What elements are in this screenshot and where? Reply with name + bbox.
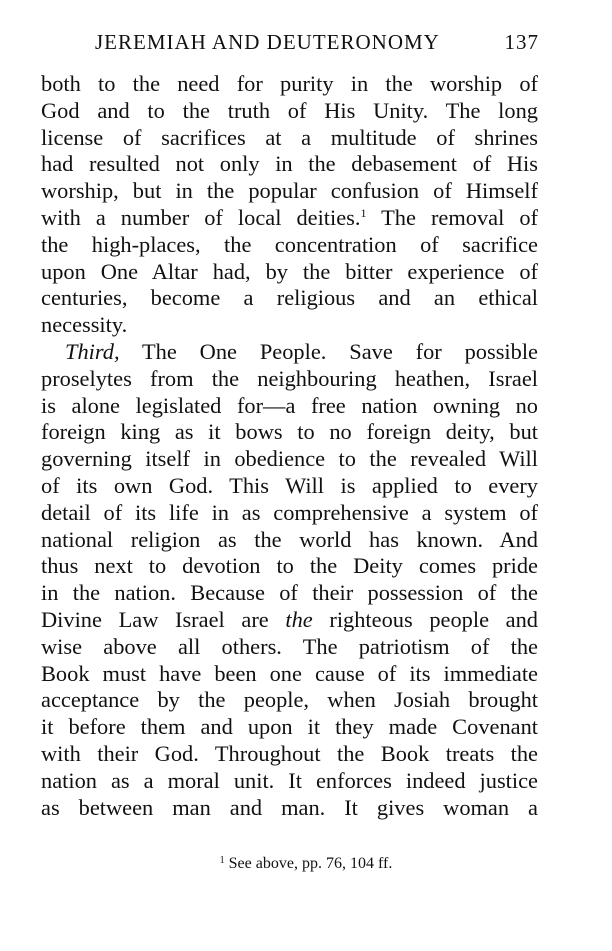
text-line	[41, 151, 538, 178]
line-text: God and to the truth of His Unity. The long	[41, 97, 538, 123]
line-text: detail of its life in as comprehensive a system of	[41, 499, 538, 525]
text-line	[41, 500, 538, 527]
line-text: centuries, become a religious and an ethical	[41, 285, 538, 311]
text-line	[41, 285, 538, 312]
line-text: foreign king as it bows to no foreign deity, but	[41, 419, 538, 445]
text-line	[41, 339, 538, 366]
line-text: worship, but in the popular confusion of Himself	[41, 178, 538, 204]
italic-word: the	[285, 606, 313, 632]
line-text: proselytes from the neighbouring heathen, Israel	[41, 365, 538, 391]
text-line	[41, 125, 538, 152]
text-line	[41, 687, 538, 714]
text-line	[41, 527, 538, 554]
line-text: governing itself in obedience to the revealed Will	[41, 446, 538, 472]
line-text: The One People. Save for possible	[119, 338, 538, 364]
text-line	[41, 634, 538, 661]
text-line	[41, 714, 538, 741]
line-text: with their God. Throughout the Book treats the	[41, 740, 538, 766]
line-text: Book must have been one cause of its immediate	[41, 660, 538, 686]
text-line	[41, 71, 538, 98]
text-line	[41, 661, 538, 688]
running-title: JEREMIAH AND DEUTERONOMY	[95, 30, 440, 54]
body-text	[41, 71, 538, 821]
footnote-marker: 1	[219, 855, 225, 866]
italic-heading: Third,	[65, 338, 120, 364]
line-text: as between man and man. It gives woman a	[41, 794, 538, 820]
text-line	[41, 366, 538, 393]
line-text: is alone legislated for—a free nation owning no	[41, 392, 538, 418]
footnote-reference: 1	[360, 205, 367, 220]
text-line	[41, 768, 538, 795]
text-line	[41, 419, 538, 446]
line-text: upon One Altar had, by the bitter experience of	[41, 258, 538, 284]
line-text: of its own God. This Will is applied to every	[41, 472, 538, 498]
text-line	[41, 607, 538, 634]
line-text: license of sacrifices at a multitude of shrines	[41, 124, 538, 150]
line-text: both to the need for purity in the worship of	[41, 71, 538, 96]
text-line	[41, 232, 538, 259]
line-text: the high-places, the concentration of sacrifice	[41, 231, 538, 257]
text-line	[41, 741, 538, 768]
text-line	[41, 259, 538, 286]
line-text: acceptance by the people, when Josiah brought	[41, 687, 538, 713]
line-text: thus next to devotion to the Deity comes pride	[41, 553, 538, 579]
line-text: The removal of	[366, 204, 538, 230]
line-text: wise above all others. The patriotism of the	[41, 633, 538, 659]
line-text: national religion as the world has known. And	[41, 526, 538, 552]
page-number: 137	[504, 30, 539, 54]
text-line	[41, 205, 538, 232]
footnote	[0, 855, 612, 873]
line-text: nation as a moral unit. It enforces indeed justice	[41, 767, 538, 793]
footnote-text: See above, pp. 76, 104 ff.	[228, 855, 393, 872]
text-line	[41, 553, 538, 580]
text-line	[41, 473, 538, 500]
line-text: in the nation. Because of their possession of the	[41, 580, 538, 606]
line-text: necessity.	[41, 312, 128, 338]
text-line	[41, 312, 538, 339]
line-text: had resulted not only in the debasement of His	[41, 151, 538, 177]
text-line	[41, 98, 538, 125]
text-line	[41, 393, 538, 420]
text-line	[41, 446, 538, 473]
line-text: righteous people and	[312, 606, 538, 632]
line-text: with a number of local deities.	[41, 204, 361, 230]
text-line	[41, 178, 538, 205]
line-text: Divine Law Israel are	[41, 606, 286, 632]
text-line	[41, 795, 538, 822]
line-text: it before them and upon it they made Covenant	[41, 714, 538, 740]
text-line	[41, 580, 538, 607]
